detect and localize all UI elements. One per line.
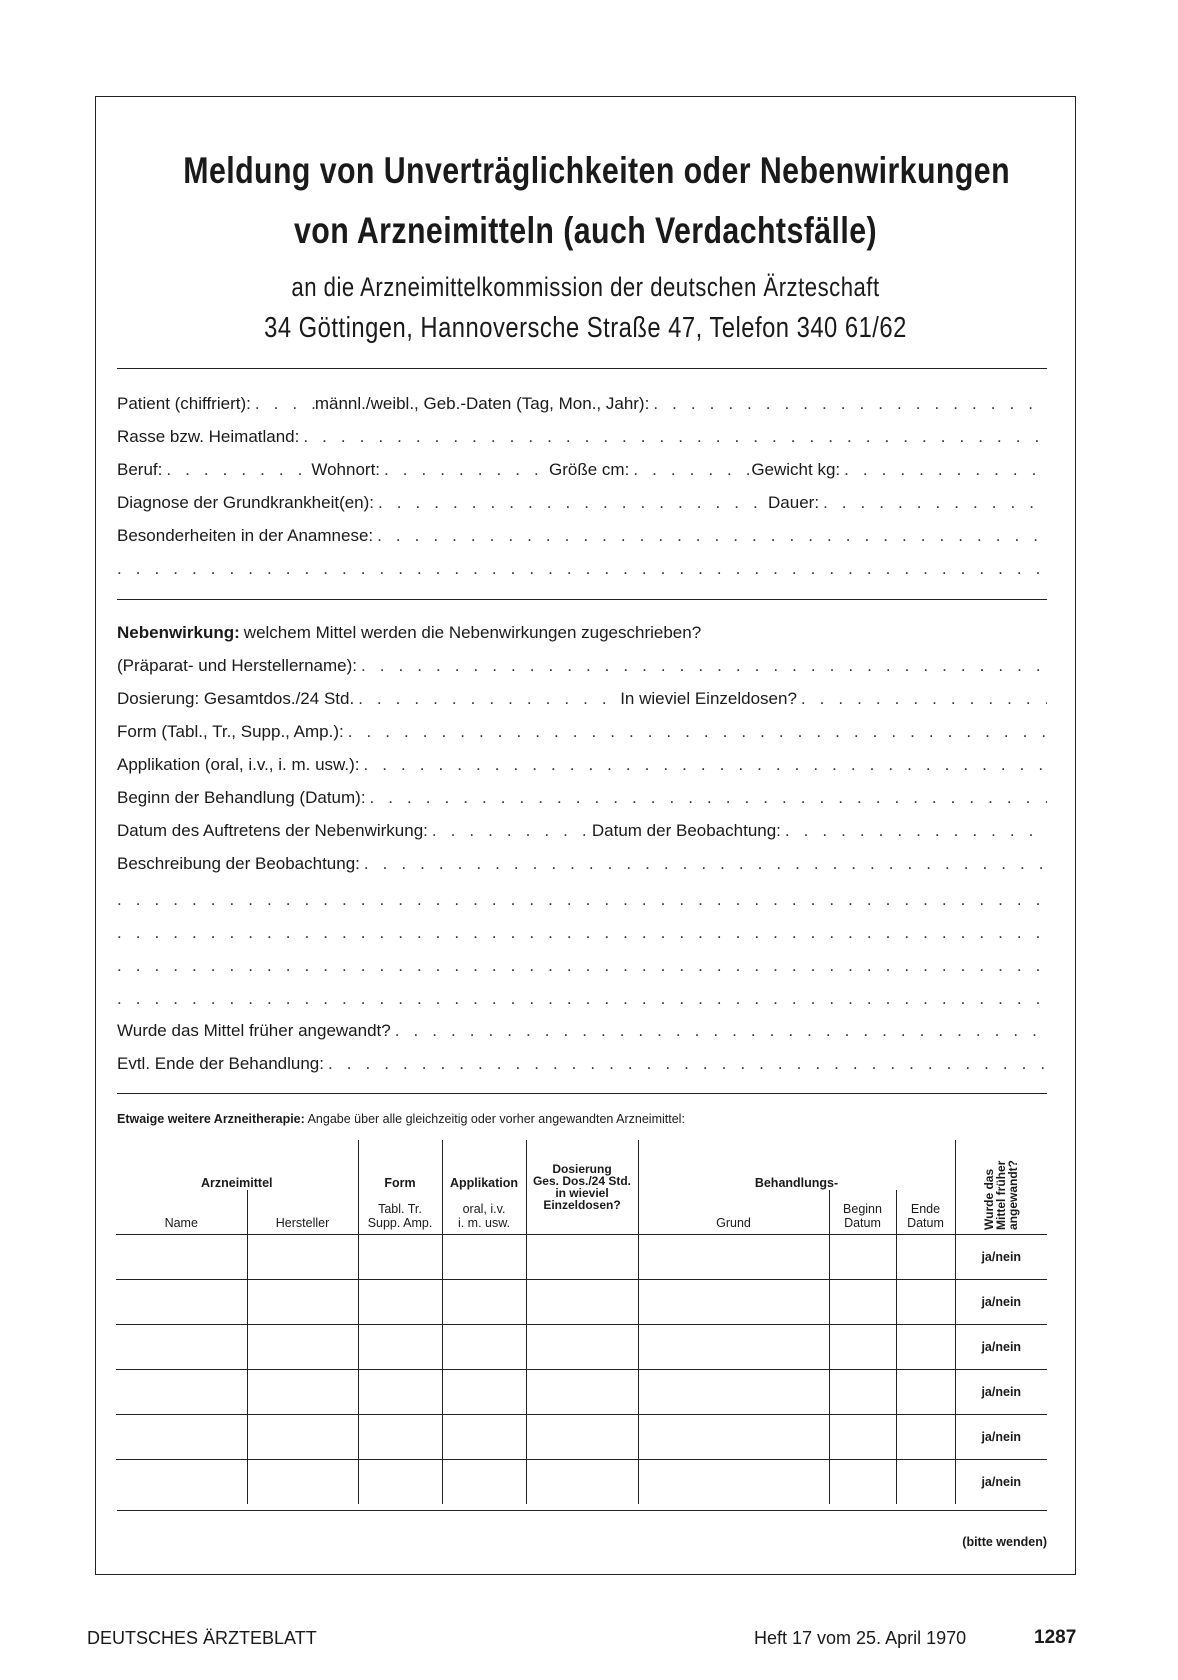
col-arzneimittel: Arzneimittel: [200, 1176, 273, 1190]
table-row[interactable]: [116, 1415, 1047, 1460]
wohnort-label: Wohnort:: [311, 460, 381, 479]
col-ende: Ende Datum: [896, 1190, 955, 1235]
neben-line-6[interactable]: [117, 821, 1047, 843]
dosierung-label: Dosierung: Gesamtdos./24 Std.: [117, 689, 355, 708]
footer-journal: DEUTSCHES ÄRZTEBLATT: [87, 1628, 317, 1648]
neben-line-1[interactable]: [117, 656, 1047, 678]
sex-birth-label: männl./weibl., Geb.-Daten (Tag, Mon., Jahr):: [314, 394, 650, 413]
ja-nein-option[interactable]: ja/nein: [955, 1370, 1047, 1415]
form-title-line1: Meldung von Unverträglichkeiten oder Nebenwirkungen: [183, 150, 1011, 191]
patient-line-6[interactable]: [117, 559, 1047, 581]
table-row[interactable]: [116, 1235, 1047, 1280]
form-subtitle-address: 34 Göttingen, Hannoversche Straße 47, Telefon 340 61/62: [264, 312, 907, 344]
col-form-sub: Tabl. Tr. Supp. Amp.: [358, 1190, 442, 1235]
col-hersteller: Hersteller: [247, 1190, 358, 1235]
nebenwirkung-question: welchem Mittel werden die Nebenwirkungen zugeschrieben?: [243, 623, 702, 642]
form-label: Form (Tabl., Tr., Supp., Amp.):: [117, 722, 344, 741]
patient-line-1[interactable]: [117, 394, 1047, 416]
nebenwirkung-heading: [117, 623, 1047, 645]
col-behandlungs: Behandlungs-: [638, 1140, 955, 1190]
praeparat-label: (Präparat- und Herstellername):: [117, 656, 357, 675]
table-row[interactable]: [116, 1325, 1047, 1370]
beruf-label: Beruf:: [117, 460, 163, 479]
bitte-wenden: (bitte wenden): [962, 1535, 1047, 1549]
neben-line-2[interactable]: [117, 689, 1047, 711]
neben-line-7[interactable]: [117, 854, 1047, 876]
patient-line-5[interactable]: [117, 526, 1047, 548]
anamnese-label: Besonderheiten in der Anamnese:: [117, 526, 374, 545]
col-dosierung: Dosierung Ges. Dos./24 Std. in wieviel Einzeldosen?: [526, 1140, 638, 1235]
ja-nein-option[interactable]: ja/nein: [955, 1415, 1047, 1460]
form-subtitle-recipient: an die Arzneimittelkommission der deutschen Ärzteschaft: [291, 272, 880, 302]
neben-line-5[interactable]: [117, 788, 1047, 810]
ja-nein-option[interactable]: ja/nein: [955, 1235, 1047, 1280]
col-beginn: Beginn Datum: [829, 1190, 896, 1235]
table-row[interactable]: [116, 1280, 1047, 1325]
ende-label: Evtl. Ende der Behandlung:: [117, 1054, 324, 1073]
ja-nein-option[interactable]: ja/nein: [955, 1460, 1047, 1505]
neben-line-3[interactable]: [117, 722, 1047, 744]
neben-blank-line[interactable]: [117, 989, 1047, 1011]
divider: [117, 1093, 1047, 1094]
page-number: 1287: [1034, 1627, 1077, 1648]
applikation-label: Applikation (oral, i.v., i. m. usw.):: [117, 755, 360, 774]
patient-line-3[interactable]: [117, 460, 1047, 482]
auftreten-label: Datum des Auftretens der Nebenwirkung:: [117, 821, 428, 840]
table-row[interactable]: [116, 1460, 1047, 1505]
patient-line-4[interactable]: [117, 493, 1047, 515]
medication-table: [116, 1140, 1047, 1504]
table-row[interactable]: [116, 1370, 1047, 1415]
diagnose-label: Diagnose der Grundkrankheit(en):: [117, 493, 375, 512]
beschreibung-label: Beschreibung der Beobachtung:: [117, 854, 360, 873]
groesse-label: Größe cm:: [549, 460, 630, 479]
col-name: Name: [164, 1216, 198, 1230]
ja-nein-option[interactable]: ja/nein: [955, 1280, 1047, 1325]
gewicht-label: Gewicht kg:: [751, 460, 841, 479]
divider: [117, 1510, 1047, 1511]
dauer-label: Dauer:: [768, 493, 820, 512]
nebenwirkung-label: Nebenwirkung:: [117, 623, 240, 642]
frueher-label: Wurde das Mittel früher angewandt?: [117, 1021, 391, 1040]
col-frueher: Wurde das Mittel früher angewandt?: [955, 1140, 1047, 1235]
col-applikation: Applikation: [442, 1140, 526, 1190]
form-title-line2: von Arzneimitteln (auch Verdachtsfälle): [293, 210, 878, 251]
neben-blank-line[interactable]: [117, 956, 1047, 978]
rasse-label: Rasse bzw. Heimatland:: [117, 427, 300, 446]
neben-line-9[interactable]: [117, 1054, 1047, 1076]
patient-line-2[interactable]: [117, 427, 1047, 449]
neben-line-8[interactable]: [117, 1021, 1047, 1043]
neben-line-4[interactable]: [117, 755, 1047, 777]
col-grund: Grund: [638, 1190, 829, 1235]
table-intro: Etwaige weitere Arzneitherapie: Angabe über alle gleichzeitig oder vorher angewandten Arzneimittel:: [117, 1112, 685, 1126]
einzeldosen-label: In wieviel Einzeldosen?: [620, 689, 797, 708]
col-appl-sub: oral, i.v. i. m. usw.: [442, 1190, 526, 1235]
col-form: Form: [358, 1140, 442, 1190]
footer-issue: Heft 17 vom 25. April 1970: [754, 1628, 967, 1648]
patient-label: Patient (chiffriert):: [117, 394, 251, 413]
divider: [117, 599, 1047, 600]
divider: [117, 368, 1047, 369]
ja-nein-option[interactable]: ja/nein: [955, 1325, 1047, 1370]
neben-blank-line[interactable]: [117, 890, 1047, 912]
beobachtung-datum-label: Datum der Beobachtung:: [591, 821, 781, 840]
beginn-label: Beginn der Behandlung (Datum):: [117, 788, 366, 807]
neben-blank-line[interactable]: [117, 923, 1047, 945]
